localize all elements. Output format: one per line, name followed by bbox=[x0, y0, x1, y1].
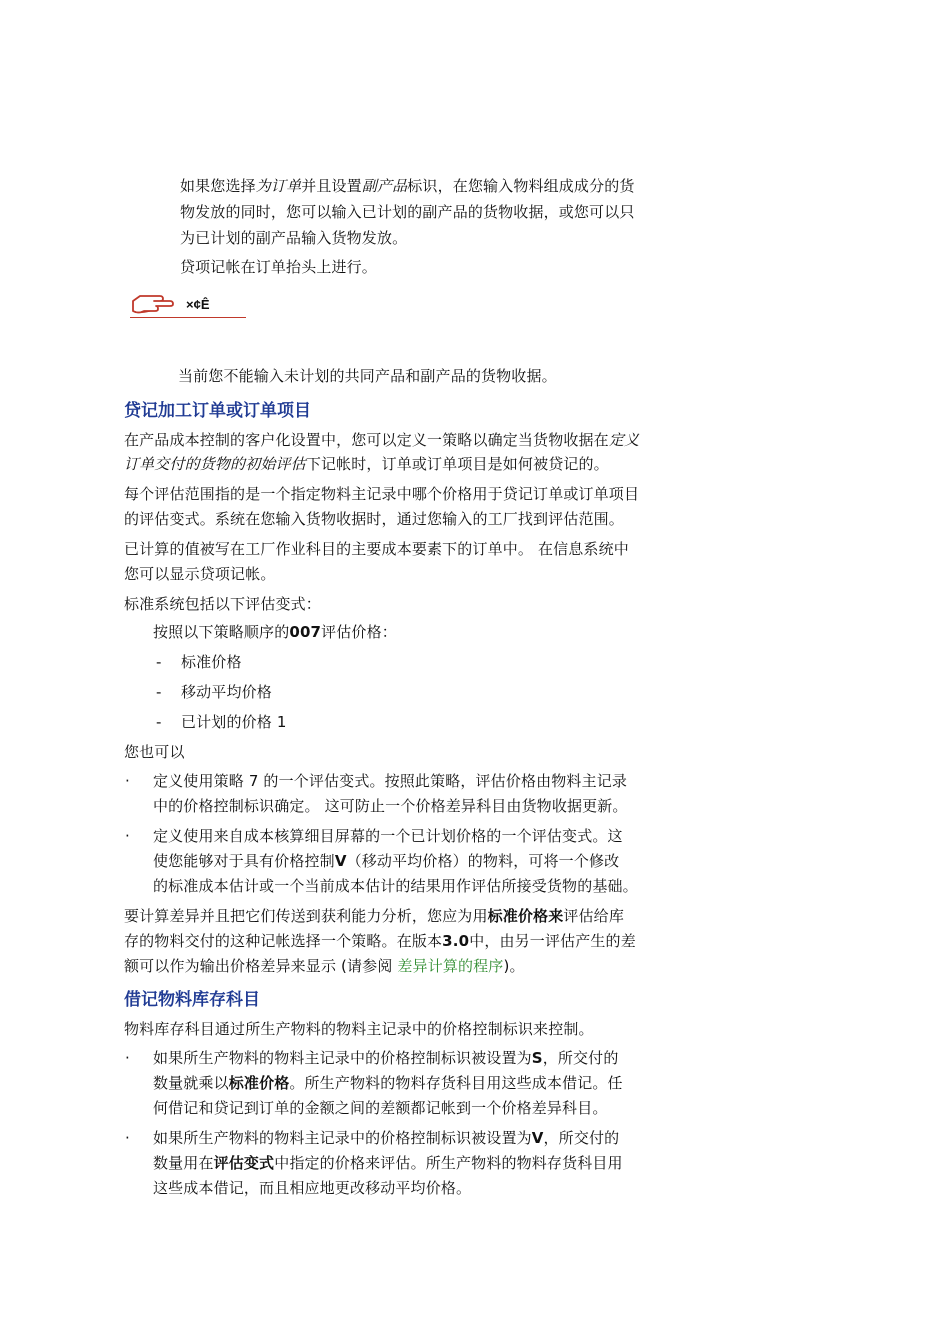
intro-line-1: 如果您选择为订单并且设置副产品标识，在您输入物料组成成分的货 bbox=[180, 177, 635, 195]
bullet-line: 定义使用来自成本核算细目屏幕的一个已计划价格的一个评估变式。这 bbox=[153, 827, 623, 845]
intro-line-3: 为已计划的副产品输入货物发放。 bbox=[180, 229, 408, 247]
list-item: 标准价格 bbox=[181, 653, 242, 671]
bullet-line: 数量就乘以标准价格。所生产物料的物料存货科目用这些成本借记。任 bbox=[153, 1074, 623, 1092]
note-divider bbox=[130, 317, 246, 318]
section-heading-debit: 借记物料库存科目 bbox=[124, 990, 260, 1010]
bullet-marker: · bbox=[125, 1049, 130, 1067]
bullet-line: 使您能够对于具有价格控制V（移动平均价格）的物料，可将一个修改 bbox=[153, 852, 620, 870]
bullet-marker: · bbox=[125, 827, 130, 845]
para-line: 在产品成本控制的客户化设置中，您可以定义一策略以确定当货物收据在定义 bbox=[124, 431, 640, 449]
para-line: 标准系统包括以下评估变式： bbox=[124, 595, 321, 613]
bullet-line: 中的价格控制标识确定。 这可防止一个价格差异科目由货物收据更新。 bbox=[153, 797, 628, 815]
dash-marker: - bbox=[156, 713, 162, 731]
bullet-marker: · bbox=[125, 772, 130, 790]
variance-calc-link[interactable]: 差异计算的程序 bbox=[397, 957, 504, 975]
bullet-line: 如果所生产物料的物料主记录中的价格控制标识被设置为S，所交付的 bbox=[153, 1049, 619, 1067]
para-line: 额可以作为输出价格差异来显示 (请参阅 差异计算的程序)。 bbox=[124, 957, 525, 975]
para-line: 的评估变式。系统在您输入货物收据时，通过您输入的工厂找到评估范围。 bbox=[124, 510, 624, 528]
para-line: 订单交付的货物的初始评估下记帐时，订单或订单项目是如何被贷记的。 bbox=[124, 455, 609, 473]
para-line: 要计算差异并且把它们传送到获利能力分析，您应为用标准价格来评估给库 bbox=[124, 907, 624, 925]
note-label: ×¢Ê bbox=[186, 297, 210, 312]
para-line: 每个评估范围指的是一个指定物料主记录中哪个价格用于贷记订单或订单项目 bbox=[124, 485, 640, 503]
note-text: 当前您不能输入未计划的共同产品和副产品的货物收据。 bbox=[178, 367, 557, 385]
para-line: 您也可以 bbox=[124, 743, 185, 761]
bullet-line: 何借记和贷记到订单的金额之间的差额都记帐到一个价格差异科目。 bbox=[153, 1099, 608, 1117]
para-line: 存的物料交付的这种记帐选择一个策略。在版本3.0中，由另一评估产生的差 bbox=[124, 932, 636, 950]
dash-marker: - bbox=[156, 653, 162, 671]
para-line: 按照以下策略顺序的007评估价格： bbox=[153, 623, 397, 641]
bullet-line: 定义使用策略 7 的一个评估变式。按照此策略，评估价格由物料主记录 bbox=[153, 772, 628, 790]
list-item: 已计划的价格 1 bbox=[181, 713, 287, 731]
para-line: 物料库存科目通过所生产物料的物料主记录中的价格控制标识来控制。 bbox=[124, 1020, 594, 1038]
bullet-line: 如果所生产物料的物料主记录中的价格控制标识被设置为V，所交付的 bbox=[153, 1129, 620, 1147]
bullet-marker: · bbox=[125, 1129, 130, 1147]
dash-marker: - bbox=[156, 683, 162, 701]
para-line: 已计算的值被写在工厂作业科目的主要成本要素下的订单中。 在信息系统中 bbox=[124, 540, 629, 558]
list-item: 移动平均价格 bbox=[181, 683, 272, 701]
bullet-line: 数量用在评估变式中指定的价格来评估。所生产物料的物料存货科目用 bbox=[153, 1154, 623, 1172]
bullet-line: 这些成本借记，而且相应地更改移动平均价格。 bbox=[153, 1179, 472, 1197]
bullet-line: 的标准成本估计或一个当前成本估计的结果用作评估所接受货物的基础。 bbox=[153, 877, 638, 895]
intro-line-2: 物发放的同时，您可以输入已计划的副产品的货物收据，或您可以只 bbox=[180, 203, 635, 221]
intro-line-4: 贷项记帐在订单抬头上进行。 bbox=[180, 258, 377, 276]
para-line: 您可以显示贷项记帐。 bbox=[124, 565, 276, 583]
section-heading-credit: 贷记加工订单或订单项目 bbox=[124, 401, 311, 421]
